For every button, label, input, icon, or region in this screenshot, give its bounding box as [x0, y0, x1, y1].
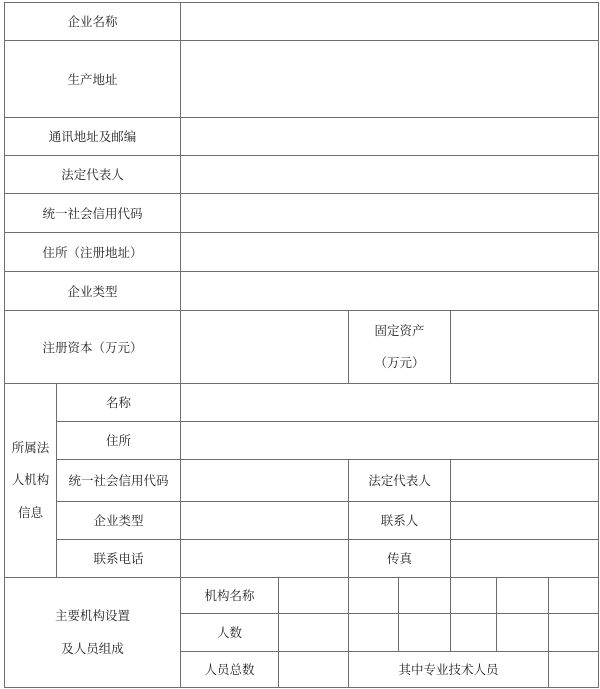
affiliate-company-type-label: 企业类型 — [57, 502, 181, 540]
production-address-field[interactable] — [181, 41, 599, 118]
affiliate-legal-rep-label: 法定代表人 — [349, 460, 451, 502]
affiliate-label-line-3: 信息 — [17, 504, 43, 520]
headcount-cell[interactable] — [399, 614, 451, 652]
mailing-address-field[interactable] — [181, 118, 599, 156]
affiliate-fax-field[interactable] — [451, 540, 599, 578]
registered-capital-field[interactable] — [181, 311, 349, 384]
mailing-address-label: 通讯地址及邮编 — [5, 118, 181, 156]
affiliate-name-field[interactable] — [181, 384, 599, 422]
affiliate-phone-field[interactable] — [181, 540, 349, 578]
affiliate-fax-label: 传真 — [349, 540, 451, 578]
org-name-label: 机构名称 — [181, 578, 279, 614]
affiliate-domicile-field[interactable] — [181, 422, 599, 460]
affiliate-section-label — [5, 384, 57, 578]
org-name-cell[interactable] — [497, 578, 549, 614]
company-type-label: 企业类型 — [5, 272, 181, 311]
org-section-label — [5, 578, 181, 688]
company-name-field[interactable] — [181, 3, 599, 41]
org-name-cell[interactable] — [349, 578, 399, 614]
fixed-assets-unit: （万元） — [374, 355, 425, 370]
org-label-line-1: 主要机构设置 — [55, 608, 131, 623]
production-address-label: 生产地址 — [5, 41, 181, 118]
affiliate-name-label: 名称 — [57, 384, 181, 422]
domicile-field[interactable] — [181, 233, 599, 272]
tech-staff-field[interactable] — [549, 652, 599, 688]
fixed-assets-field[interactable] — [451, 311, 599, 384]
domicile-label: 住所（注册地址） — [5, 233, 181, 272]
enterprise-info-form — [4, 2, 599, 688]
affiliate-company-type-field[interactable] — [181, 502, 349, 540]
headcount-cell[interactable] — [451, 614, 497, 652]
tech-staff-label: 其中专业技术人员 — [349, 652, 549, 688]
headcount-cell[interactable] — [549, 614, 599, 652]
headcount-cell[interactable] — [497, 614, 549, 652]
affiliate-label-line-1: 所属法 — [11, 439, 50, 455]
org-name-cell[interactable] — [451, 578, 497, 614]
org-name-cell[interactable] — [549, 578, 599, 614]
legal-rep-label: 法定代表人 — [5, 156, 181, 194]
total-staff-field[interactable] — [279, 652, 349, 688]
affiliate-legal-rep-field[interactable] — [451, 460, 599, 502]
affiliate-contact-field[interactable] — [451, 502, 599, 540]
fixed-assets-label — [349, 311, 451, 384]
fixed-assets-title: 固定资产 — [374, 322, 425, 338]
company-name-label: 企业名称 — [5, 3, 181, 41]
affiliate-credit-code-label: 统一社会信用代码 — [57, 460, 181, 502]
headcount-cell[interactable] — [279, 614, 349, 652]
org-name-cell[interactable] — [399, 578, 451, 614]
total-staff-label: 人员总数 — [181, 652, 279, 688]
affiliate-domicile-label: 住所 — [57, 422, 181, 460]
headcount-label: 人数 — [181, 614, 279, 652]
company-type-field[interactable] — [181, 272, 599, 311]
legal-rep-field[interactable] — [181, 156, 599, 194]
org-label-line-2: 及人员组成 — [61, 640, 124, 656]
credit-code-label: 统一社会信用代码 — [5, 194, 181, 233]
credit-code-field[interactable] — [181, 194, 599, 233]
affiliate-credit-code-field[interactable] — [181, 460, 349, 502]
affiliate-label-line-2: 人机构 — [11, 472, 50, 488]
registered-capital-label: 注册资本（万元） — [5, 311, 181, 384]
headcount-cell[interactable] — [349, 614, 399, 652]
affiliate-contact-label: 联系人 — [349, 502, 451, 540]
affiliate-phone-label: 联系电话 — [57, 540, 181, 578]
org-name-cell[interactable] — [279, 578, 349, 614]
